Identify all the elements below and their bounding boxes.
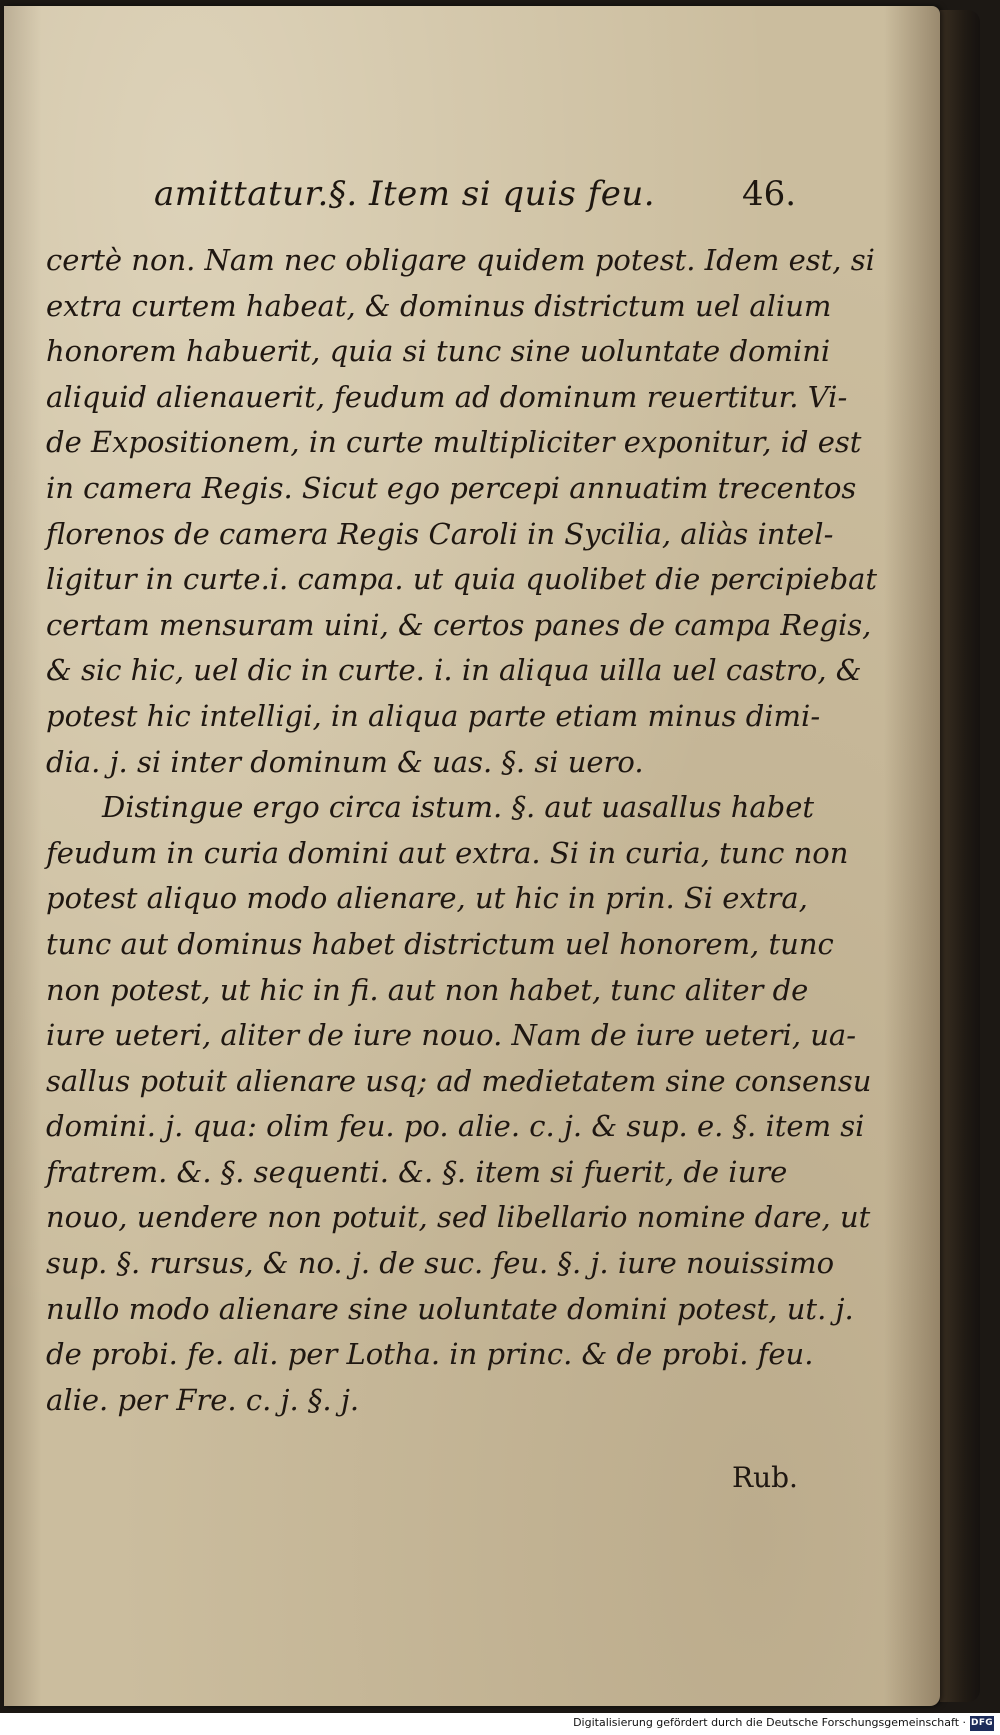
body-text xyxy=(46,238,878,1423)
text-line: tunc aut dominus habet districtum uel honorem, tunc xyxy=(46,926,834,961)
text-line: potest aliquo modo alienare, ut hic in prin. Si extra, xyxy=(46,881,808,916)
text-line: in camera Regis. Sicut ego percepi annuatim trecentos xyxy=(46,470,857,505)
text-line: potest hic intelligi, in aliqua parte etiam minus dimi- xyxy=(46,698,821,733)
catchword: Rub. xyxy=(732,1461,798,1494)
text-line: ligitur in curte.i. campa. ut quia quolibet die percipiebat xyxy=(46,562,878,597)
text-line: domini. j. qua: olim feu. po. alie. c. j. & sup. e. §. item si xyxy=(46,1109,865,1144)
text-line: sallus potuit alienare usq; ad medietatem sine consensu xyxy=(46,1063,872,1098)
text-line: aliquid alienauerit, feudum ad dominum reuertitur. Vi- xyxy=(46,379,848,414)
book-page xyxy=(4,6,940,1706)
text-line: feudum in curia domini aut extra. Si in curia, tunc non xyxy=(46,835,849,870)
text-line: certè non. Nam nec obligare quidem potest. Idem est, si xyxy=(46,243,875,277)
text-line: honorem habuerit, quia si tunc sine uoluntate domini xyxy=(46,334,831,369)
book-edge xyxy=(940,10,980,1702)
text-line: fratrem. &. §. sequenti. &. §. item si fuerit, de iure xyxy=(46,1154,788,1189)
page-number: 46. xyxy=(742,174,797,214)
text-line: de probi. fe. ali. per Lotha. in princ. & de probi. feu. xyxy=(46,1337,814,1372)
text-line: dia. j. si inter dominum & uas. §. si uero. xyxy=(46,744,644,779)
text-line: iure ueteri, aliter de iure nouo. Nam de iure ueteri, ua- xyxy=(46,1018,857,1053)
text-line: nouo, uendere non potuit, sed libellario nomine dare, ut xyxy=(46,1200,871,1235)
dfg-logo-icon: DFG xyxy=(970,1716,994,1731)
running-head xyxy=(4,174,940,234)
text-line: Distingue ergo circa istum. §. aut uasallus habet xyxy=(102,790,815,825)
text-line: & sic hic, uel dic in curte. i. in aliqua uilla uel castro, & xyxy=(46,653,862,688)
text-line: florenos de camera Regis Caroli in Sycilia, aliàs intel- xyxy=(46,516,834,551)
text-line: certam mensuram uini, & certos panes de campa Regis, xyxy=(46,607,872,642)
text-line: nullo modo alienare sine uoluntate domini potest, ut. j. xyxy=(46,1291,854,1326)
text-line: extra curtem habeat, & dominus districtum uel alium xyxy=(46,288,832,323)
text-line: non potest, ut hic in fi. aut non habet, tunc aliter de xyxy=(46,972,809,1007)
footer-credit: Digitalisierung gefördert durch die Deutsche Forschungsgemeinschaft · xyxy=(573,1716,966,1729)
text-line: de Expositionem, in curte multipliciter exponitur, id est xyxy=(46,425,862,460)
running-title: amittatur.§. Item si quis feu. xyxy=(154,174,656,214)
text-line: alie. per Fre. c. j. §. j. xyxy=(46,1382,360,1417)
text-line: sup. §. rursus, & no. j. de suc. feu. §. j. iure nouissimo xyxy=(46,1246,835,1281)
footer-bar xyxy=(0,1713,1000,1735)
